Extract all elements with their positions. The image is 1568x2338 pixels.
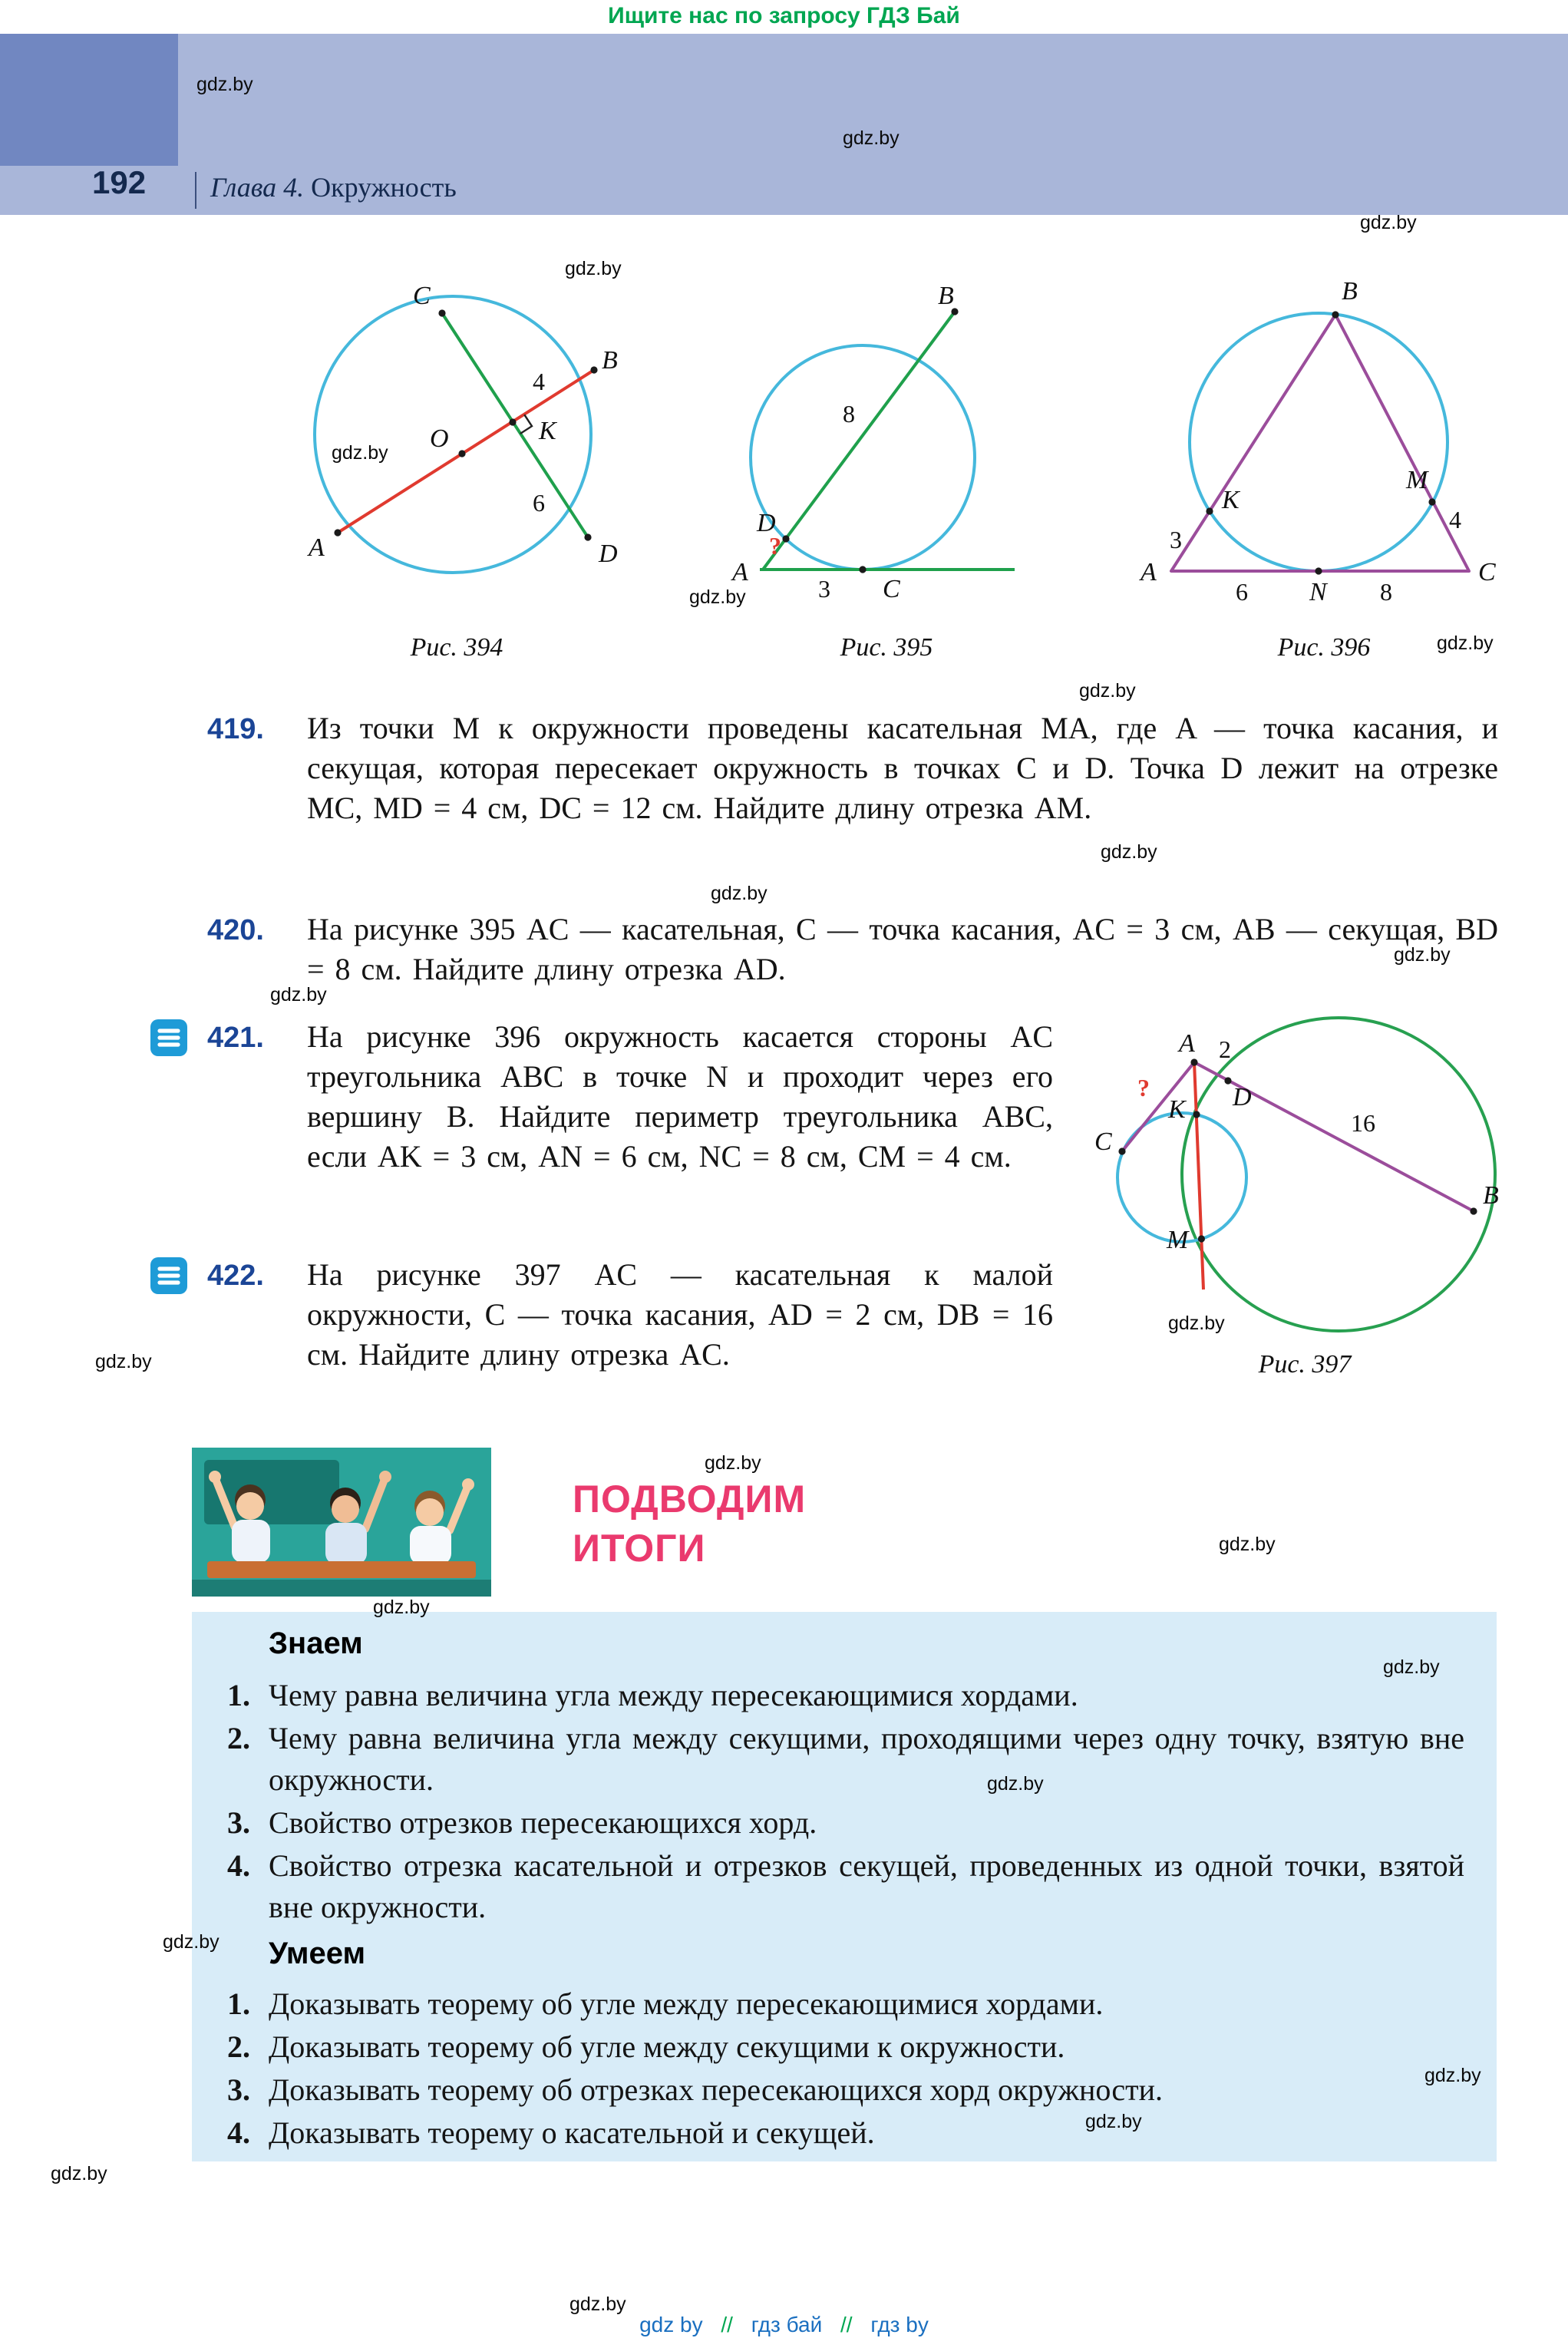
- label-K: K: [1168, 1095, 1186, 1124]
- label-K: K: [1222, 486, 1240, 514]
- measure-2: 2: [1219, 1035, 1231, 1063]
- watermark: gdz.by: [987, 1773, 1044, 1795]
- problem-422-number: 422.: [207, 1260, 264, 1293]
- item-number: 2.: [227, 2031, 250, 2065]
- measure-4: 4: [533, 368, 545, 395]
- promo-banner: Ищите нас по запросу ГДЗ Бай: [608, 3, 960, 29]
- list-item: [227, 1676, 1464, 1718]
- watermark: gdz.by: [51, 2163, 107, 2184]
- measure-6: 6: [1236, 578, 1248, 606]
- circle-396: [1190, 313, 1448, 571]
- label-C: C: [883, 575, 900, 603]
- watermark: gdz.by: [565, 258, 622, 279]
- watermark: gdz.by: [373, 1597, 430, 1618]
- watermark: gdz.by: [163, 1931, 220, 1953]
- measure-6: 6: [533, 489, 545, 517]
- label-B: B: [938, 282, 954, 310]
- list-item: [227, 1719, 1464, 1802]
- label-A: A: [1141, 558, 1157, 586]
- watermark: gdz.by: [270, 984, 327, 1006]
- watermark: gdz.by: [1079, 680, 1136, 702]
- header-corner-block: [0, 34, 178, 166]
- watermark: gdz.by: [705, 1452, 761, 1474]
- label-D: D: [757, 509, 776, 537]
- item-text: Доказывать теорему об отрезках пересекающихся хорд окружности.: [269, 2074, 1163, 2108]
- item-text: Чему равна величина угла между пересекающимися хордами.: [269, 1679, 1078, 1713]
- figure-394: [253, 246, 660, 629]
- label-C: C: [1478, 558, 1496, 586]
- list-item: [227, 2114, 1464, 2155]
- item-text: Свойство отрезка касательной и отрезков секущей, проведенных из одной точки, взятой вне окружности.: [269, 1850, 1464, 1925]
- measure-8: 8: [1380, 578, 1392, 606]
- question-mark: ?: [1137, 1074, 1150, 1101]
- measure-8: 8: [843, 400, 855, 428]
- label-C: C: [1094, 1128, 1112, 1156]
- item-text: Доказывать теорему о касательной и секущей.: [269, 2117, 875, 2151]
- measure-4: 4: [1449, 506, 1461, 533]
- item-number: 1.: [227, 1988, 250, 2022]
- classroom-illustration: [192, 1448, 491, 1597]
- chapter-heading: [210, 172, 457, 204]
- watermark: gdz.by: [95, 1351, 152, 1372]
- summary-heading-line2: ИТОГИ: [573, 1527, 706, 1570]
- page-number: 192: [92, 166, 147, 201]
- item-text: Доказывать теорему об угле между секущими к окружности.: [269, 2031, 1065, 2065]
- watermark: gdz.by: [569, 2293, 626, 2315]
- watermark: gdz.by: [843, 127, 900, 149]
- can-list: [227, 1985, 1464, 2157]
- footer: [0, 2312, 1568, 2336]
- item-number: 4.: [227, 2117, 250, 2151]
- measure-3: 3: [818, 575, 830, 603]
- can-title: Умеем: [269, 1937, 366, 1971]
- caption-394: Рис. 394: [410, 632, 503, 662]
- figure-395: [714, 253, 1059, 629]
- footer-link-1[interactable]: gdz by: [639, 2312, 703, 2336]
- label-M: M: [1167, 1226, 1189, 1254]
- watermark: gdz.by: [1383, 1656, 1440, 1678]
- secant-AB: [763, 312, 955, 570]
- item-number: 4.: [227, 1850, 250, 1884]
- caption-397: Рис. 397: [1258, 1349, 1352, 1379]
- watermark: gdz.by: [1437, 632, 1494, 654]
- item-text: Свойство отрезков пересекающихся хорд.: [269, 1807, 817, 1841]
- label-B: B: [1483, 1181, 1499, 1210]
- watermark: gdz.by: [1101, 841, 1157, 863]
- item-text: Чему равна величина угла между секущими, проходящими через одну точку, взятую вне окружности.: [269, 1722, 1464, 1798]
- label-K: K: [539, 417, 556, 445]
- footer-separator: //: [840, 2312, 853, 2336]
- figure-396: [1128, 253, 1520, 629]
- footer-separator: //: [721, 2312, 733, 2336]
- caption-395: Рис. 395: [840, 632, 933, 662]
- floor-strip: [192, 1580, 491, 1597]
- list-item: [227, 1985, 1464, 2026]
- problem-419-text: Из точки M к окружности проведены касательная MA, где A — точка касания, и секущая, которая пересекает окружность в точках C и D. Точка D лежит на отрезке MC, MD = 4 см, DC = 12 см. Найдите длину отрезка AM.: [307, 712, 1498, 826]
- points-397: [1118, 1058, 1477, 1242]
- watermark: gdz.by: [332, 442, 388, 464]
- label-N: N: [1309, 578, 1327, 606]
- watermark: gdz.by: [1424, 2065, 1481, 2086]
- item-number: 3.: [227, 1807, 250, 1841]
- summary-heading-line1: ПОДВОДИМ: [573, 1478, 807, 1521]
- know-title: Знаем: [269, 1627, 363, 1661]
- caption-396: Рис. 396: [1277, 632, 1371, 662]
- label-O: O: [430, 424, 449, 453]
- chapter-label: Глава 4.: [210, 172, 305, 203]
- label-B: B: [1342, 277, 1358, 305]
- watermark: gdz.by: [1219, 1534, 1276, 1555]
- footer-link-2[interactable]: гдз бай: [751, 2312, 823, 2336]
- problem-420-text: На рисунке 395 AC — касательная, C — точка касания, AC = 3 см, AB — секущая, BD = 8 см. Найдите длину отрезка AD.: [307, 913, 1498, 987]
- problem-421-number: 421.: [207, 1022, 264, 1055]
- label-B: B: [602, 346, 618, 375]
- watermark: gdz.by: [1085, 2111, 1142, 2132]
- points-395: [782, 308, 958, 573]
- measure-16: 16: [1351, 1109, 1375, 1137]
- know-list: [227, 1676, 1464, 1931]
- item-number: 2.: [227, 1722, 250, 1756]
- list-item: [227, 2028, 1464, 2069]
- list-item: [227, 1847, 1464, 1930]
- label-M: M: [1406, 466, 1428, 494]
- item-text: Доказывать теорему об угле между пересекающимися хордами.: [269, 1988, 1104, 2022]
- footer-link-3[interactable]: гдз by: [870, 2312, 929, 2336]
- label-A: A: [732, 558, 748, 586]
- problem-419-number: 419.: [207, 714, 264, 746]
- watermark: gdz.by: [1168, 1313, 1225, 1334]
- watermark: gdz.by: [711, 883, 767, 904]
- label-A: A: [1179, 1029, 1195, 1058]
- label-D: D: [1233, 1083, 1252, 1111]
- watermark: gdz.by: [1394, 944, 1451, 966]
- desk: [207, 1561, 476, 1578]
- chord-AB: [338, 370, 594, 533]
- watermark: gdz.by: [1360, 212, 1417, 233]
- label-A: A: [309, 533, 325, 562]
- question-mark: ?: [769, 532, 781, 560]
- problem-421-text: На рисунке 396 окружность касается стороны AC треугольника ABC в точке N и проходит через его вершину B. Найдите периметр треугольника ABC, если AK = 3 см, AN = 6 см, NC = 8 см, CM = 4 см.: [307, 1021, 1053, 1174]
- watermark: gdz.by: [689, 586, 746, 608]
- watermark: gdz.by: [196, 74, 253, 95]
- label-C: C: [413, 282, 431, 310]
- measure-3: 3: [1170, 526, 1182, 553]
- triangle-ABC: [1171, 315, 1469, 571]
- item-number: 3.: [227, 2074, 250, 2108]
- label-D: D: [599, 540, 618, 568]
- list-item: [227, 2071, 1464, 2112]
- list-item: [227, 1804, 1464, 1845]
- figure-397: [1074, 1006, 1535, 1359]
- problem-422-text: На рисунке 397 AC — касательная к малой окружности, C — точка касания, AD = 2 см, DB = 16 см. Найдите длину отрезка AC.: [307, 1259, 1053, 1372]
- header-divider: [195, 172, 196, 209]
- problem-420-number: 420.: [207, 915, 264, 947]
- chord-CD: [442, 313, 588, 537]
- chapter-title: Окружность: [311, 172, 457, 203]
- item-number: 1.: [227, 1679, 250, 1713]
- large-circle-397: [1182, 1018, 1495, 1331]
